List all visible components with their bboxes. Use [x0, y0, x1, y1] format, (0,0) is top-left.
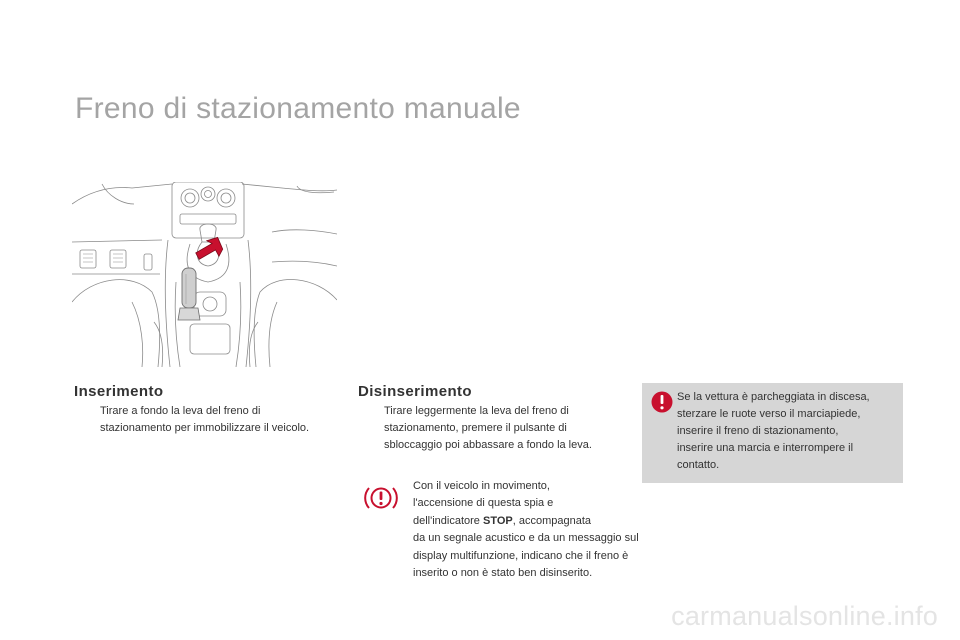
parking-brake-illustration — [72, 182, 337, 367]
warning-text-part2: , accompagnata da un segnale acustico e da un messaggio sul display multifunzione, indicano che il freno è inserito o non è stato ben disinserito. — [413, 514, 639, 580]
exclamation-icon — [650, 390, 674, 414]
bullet-inserimento — [78, 403, 309, 437]
watermark: carmanualsonline.info — [671, 601, 938, 631]
note-box — [642, 383, 903, 483]
section-heading-disinserimento: Disinserimento — [358, 383, 472, 400]
bullet-marker — [362, 403, 384, 454]
note-text: Se la vettura è parcheggiata in discesa, sterzare le ruote verso il marciapiede, inserire il freno di stazionamento, inserire una marcia e interrompere il contatto. — [677, 391, 870, 471]
warning-text-part1: Con il veicolo in movimento, l'accensione di questa spia e dell'indicatore — [413, 480, 554, 527]
brake-warning-icon — [362, 484, 400, 512]
bullet-disinserimento-text: Tirare leggermente la leva del freno di stazionamento, premere il pulsante di sbloccaggio poi abbassare a fondo la leva. — [384, 405, 592, 451]
page-title: Freno di stazionamento manuale — [75, 92, 521, 125]
bullet-disinserimento — [362, 403, 592, 454]
warning-text — [413, 478, 639, 582]
bullet-marker — [78, 403, 100, 437]
bullet-inserimento-text: Tirare a fondo la leva del freno di stazionamento per immobilizzare il veicolo. — [100, 405, 310, 434]
section-heading-inserimento: Inserimento — [74, 383, 164, 400]
stop-indicator-label: STOP — [482, 514, 513, 527]
